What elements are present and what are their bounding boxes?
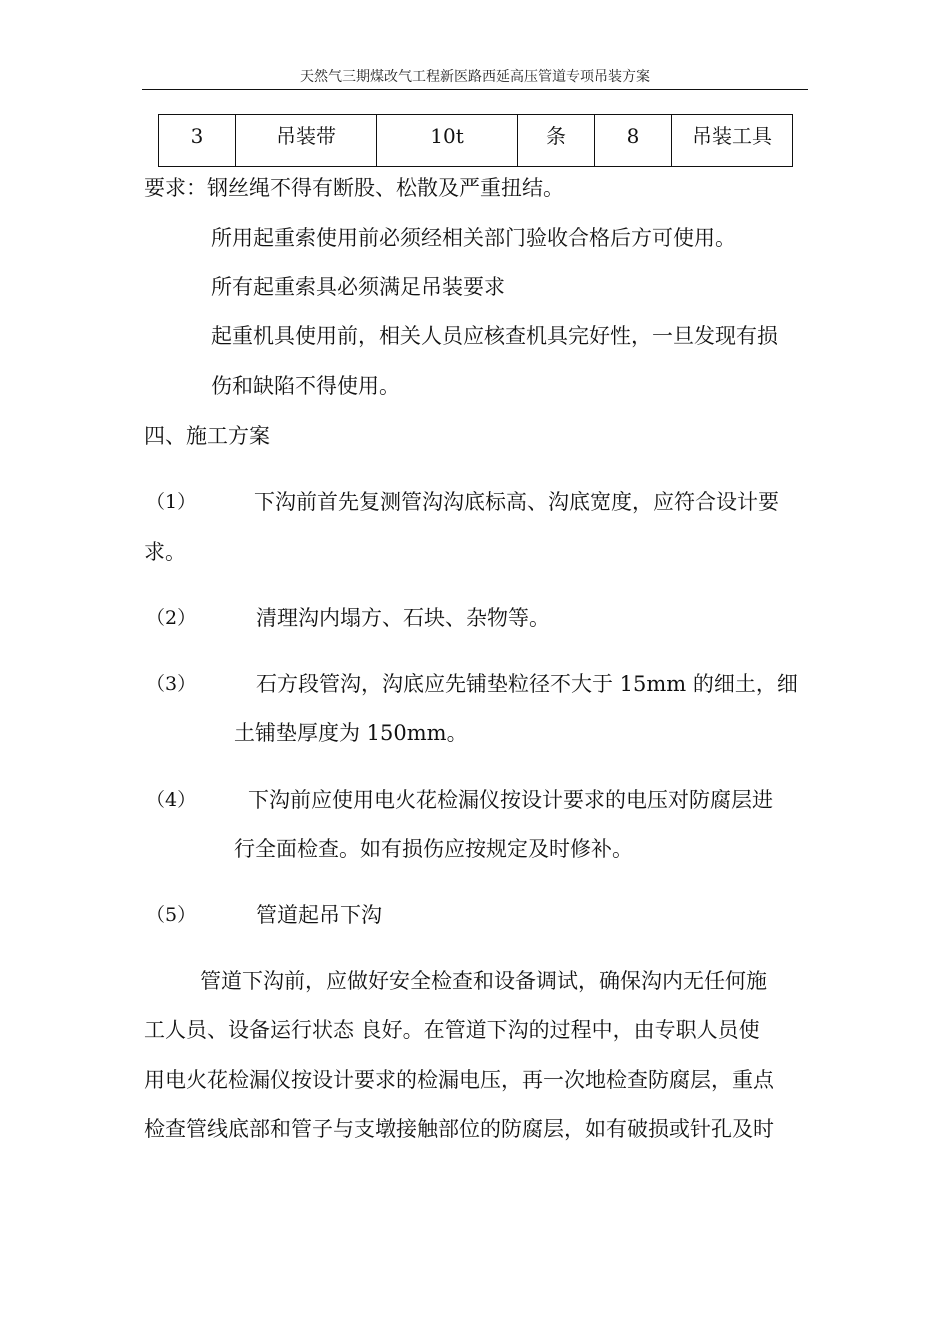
table-cell-name: 吊装带: [236, 115, 377, 167]
requirement-line-1: 要求：钢丝绳不得有断股、松散及严重扭结。: [144, 176, 564, 200]
step-3-number: （3）: [146, 673, 197, 695]
step-2-number: （2）: [146, 607, 197, 629]
requirement-line-4b: 伤和缺陷不得使用。: [211, 374, 400, 398]
section-heading: 四、施工方案: [144, 424, 270, 448]
requirement-line-4a: 起重机具使用前，相关人员应核查机具完好性，一旦发现有损: [211, 324, 778, 348]
step-1-line-b: 求。: [144, 540, 186, 564]
step-1-number: （1）: [146, 491, 197, 513]
step-2-line-a: 清理沟内塌方、石块、杂物等。: [256, 606, 550, 630]
requirement-line-2: 所用起重索使用前必须经相关部门验收合格后方可使用。: [211, 226, 736, 250]
step-4-line-a: 下沟前应使用电火花检漏仪按设计要求的电压对防腐层进: [248, 788, 773, 812]
table-cell-remark: 吊装工具: [672, 115, 793, 167]
requirement-line-3: 所有起重索具必须满足吊装要求: [211, 275, 505, 299]
table-cell-quantity: 8: [595, 115, 672, 167]
table-cell-spec: 10t: [377, 115, 518, 167]
paragraph-line-1: 管道下沟前，应做好安全检查和设备调试，确保沟内无任何施: [200, 969, 767, 993]
paragraph-line-2: 工人员、设备运行状态 良好。在管道下沟的过程中，由专职人员使: [144, 1018, 760, 1042]
paragraph-line-4: 检查管线底部和管子与支墩接触部位的防腐层，如有破损或针孔及时: [144, 1117, 774, 1141]
table-row: [159, 115, 793, 167]
step-4-number: （4）: [146, 789, 197, 811]
step-1-line-a: 下沟前首先复测管沟沟底标高、沟底宽度，应符合设计要: [254, 490, 779, 514]
step-3-line-b: 土铺垫厚度为 150mm。: [234, 721, 468, 745]
equipment-table: [158, 114, 793, 167]
page-header-title: 天然气三期煤改气工程新医路西延高压管道专项吊装方案: [300, 69, 650, 85]
table-cell-unit: 条: [518, 115, 595, 167]
table-cell-index: 3: [159, 115, 236, 167]
step-3-line-a: 石方段管沟，沟底应先铺垫粒径不大于 15mm 的细土，细: [256, 672, 798, 696]
step-4-line-b: 行全面检查。如有损伤应按规定及时修补。: [234, 837, 633, 861]
header-rule: [142, 89, 808, 90]
paragraph-line-3: 用电火花检漏仪按设计要求的检漏电压，再一次地检查防腐层，重点: [144, 1068, 774, 1092]
step-5-line-a: 管道起吊下沟: [256, 903, 382, 927]
step-5-number: （5）: [146, 904, 197, 926]
